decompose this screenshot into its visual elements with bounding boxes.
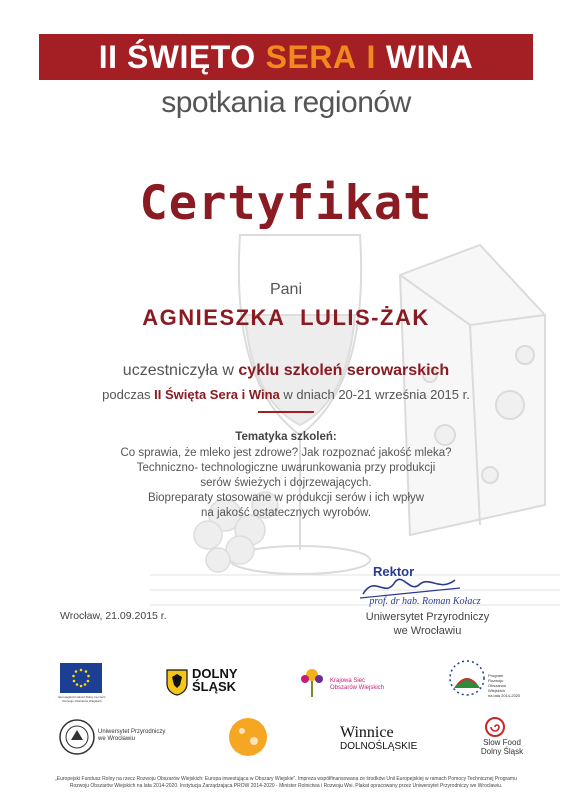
dolny-slask-line1: DOLNY — [192, 666, 238, 681]
dolny-slask-eagle-icon — [165, 668, 189, 696]
dolny-slask-line2: ŚLĄSK — [192, 679, 237, 694]
eu-flag-logo — [60, 663, 102, 693]
topic-line: Co sprawia, że mleko jest zdrowe? Jak rozpoznać jakość mleka? — [120, 447, 452, 459]
divider — [258, 411, 314, 413]
banner-text-1: II ŚWIĘTO — [98, 38, 256, 75]
participation-prefix: uczestniczyła w — [122, 362, 234, 379]
certificate-title: Certyfikat — [139, 176, 433, 231]
up-line1: Uniwersytet Przyrodniczy — [98, 729, 166, 735]
university-seal-icon — [58, 718, 96, 756]
participation-line — [0, 362, 572, 380]
ksow-line1: Krajowa Sieć — [330, 678, 366, 684]
honorific: Pani — [269, 281, 303, 298]
banner-text-2: SERA — [265, 38, 357, 75]
event-name: II Święta Sera i Wina — [154, 387, 280, 402]
recipient-name: AGNIESZKA LULIS-ŻAK — [142, 305, 430, 330]
slow-food-line1: Slow Food — [483, 738, 521, 747]
participation-course: cyklu szkoleń serowarskich — [238, 362, 450, 379]
program-line: Program — [488, 673, 504, 678]
eu-caption: Europejski Fundusz Rolny na rzecz Rozwoju Obszarów Wiejskich — [58, 695, 106, 703]
slow-food-logo — [472, 738, 532, 756]
rector-label: Rektor — [373, 564, 415, 579]
banner-text-4: WINA — [385, 38, 474, 75]
funding-footer — [20, 776, 552, 790]
ksow-flower-icon — [297, 665, 327, 699]
slow-food-line2: Dolny Śląsk — [480, 747, 524, 756]
slow-food-snail-icon — [484, 716, 506, 738]
institution-line-1: Uniwersytet Przyrodniczy — [365, 611, 490, 623]
wine-cheese-illustration — [150, 205, 560, 625]
program-line: na lata 2014-2020 — [488, 693, 521, 698]
event-subtitle: spotkania regionów — [161, 86, 411, 119]
place-date: Wrocław, 21.09.2015 r. — [60, 610, 167, 622]
topic-line: Biopreparaty stosowane w produkcji serów i ich wpływ — [147, 492, 425, 504]
prow-program-text — [488, 673, 520, 698]
eu-stars-icon — [60, 663, 102, 693]
ksow-logo — [330, 678, 384, 692]
event-banner — [39, 34, 533, 80]
up-line2: we Wrocławiu — [98, 736, 135, 742]
program-line: Rozwoju — [488, 678, 504, 683]
event-line — [0, 387, 572, 402]
topic-line: serów świeżych i dojrzewających. — [200, 477, 372, 489]
serowarcy-logo-icon — [228, 717, 268, 757]
dolny-slask-logo — [192, 667, 238, 693]
footer-line2: Rozwoju Obszarów Wiejskich na lata 2014-2020. Instytucja Zarządzająca PROW 2014-2020 - Minister Rolnictwa i Rozwoju Wsi. Plakat opracowany przez Uniwersytet Przyrodniczy we Wrocławiu. — [69, 783, 503, 789]
signer-name: prof. dr hab. Roman Kołacz — [369, 596, 481, 607]
event-prefix: podczas — [102, 387, 151, 402]
event-dates: w dniach 20-21 września 2015 r. — [283, 387, 470, 402]
program-line: Wiejskich — [488, 688, 505, 693]
footer-line1: „Europejski Fundusz Rolny na rzecz Rozwoju Obszarów Wiejskich: Europa inwestująca w Obszary Wiejskie”. Impreza współfinansowana ze środków Unii Europejskiej w ramach Pomocy Technicznej Programu — [55, 776, 517, 782]
institution-line-2: we Wrocławiu — [393, 625, 462, 637]
topic-line: na jakość ostatecznych wyrobów. — [200, 507, 372, 519]
university-logo-text — [98, 729, 165, 743]
topics-heading: Tematyka szkoleń: — [235, 431, 337, 443]
banner-text-3: I — [366, 38, 376, 75]
ksow-line2: Obszarów Wiejskich — [330, 685, 385, 691]
winnice-sub: DOLNOŚLĄSKIE — [340, 741, 418, 752]
winnice-logo: Winnice — [340, 724, 394, 741]
topics-section — [80, 430, 492, 521]
program-line: Obszarów — [488, 683, 507, 688]
topic-line: Techniczno- technologiczne uwarunkowania przy produkcji — [136, 462, 436, 474]
prow-program-icon — [448, 658, 486, 698]
